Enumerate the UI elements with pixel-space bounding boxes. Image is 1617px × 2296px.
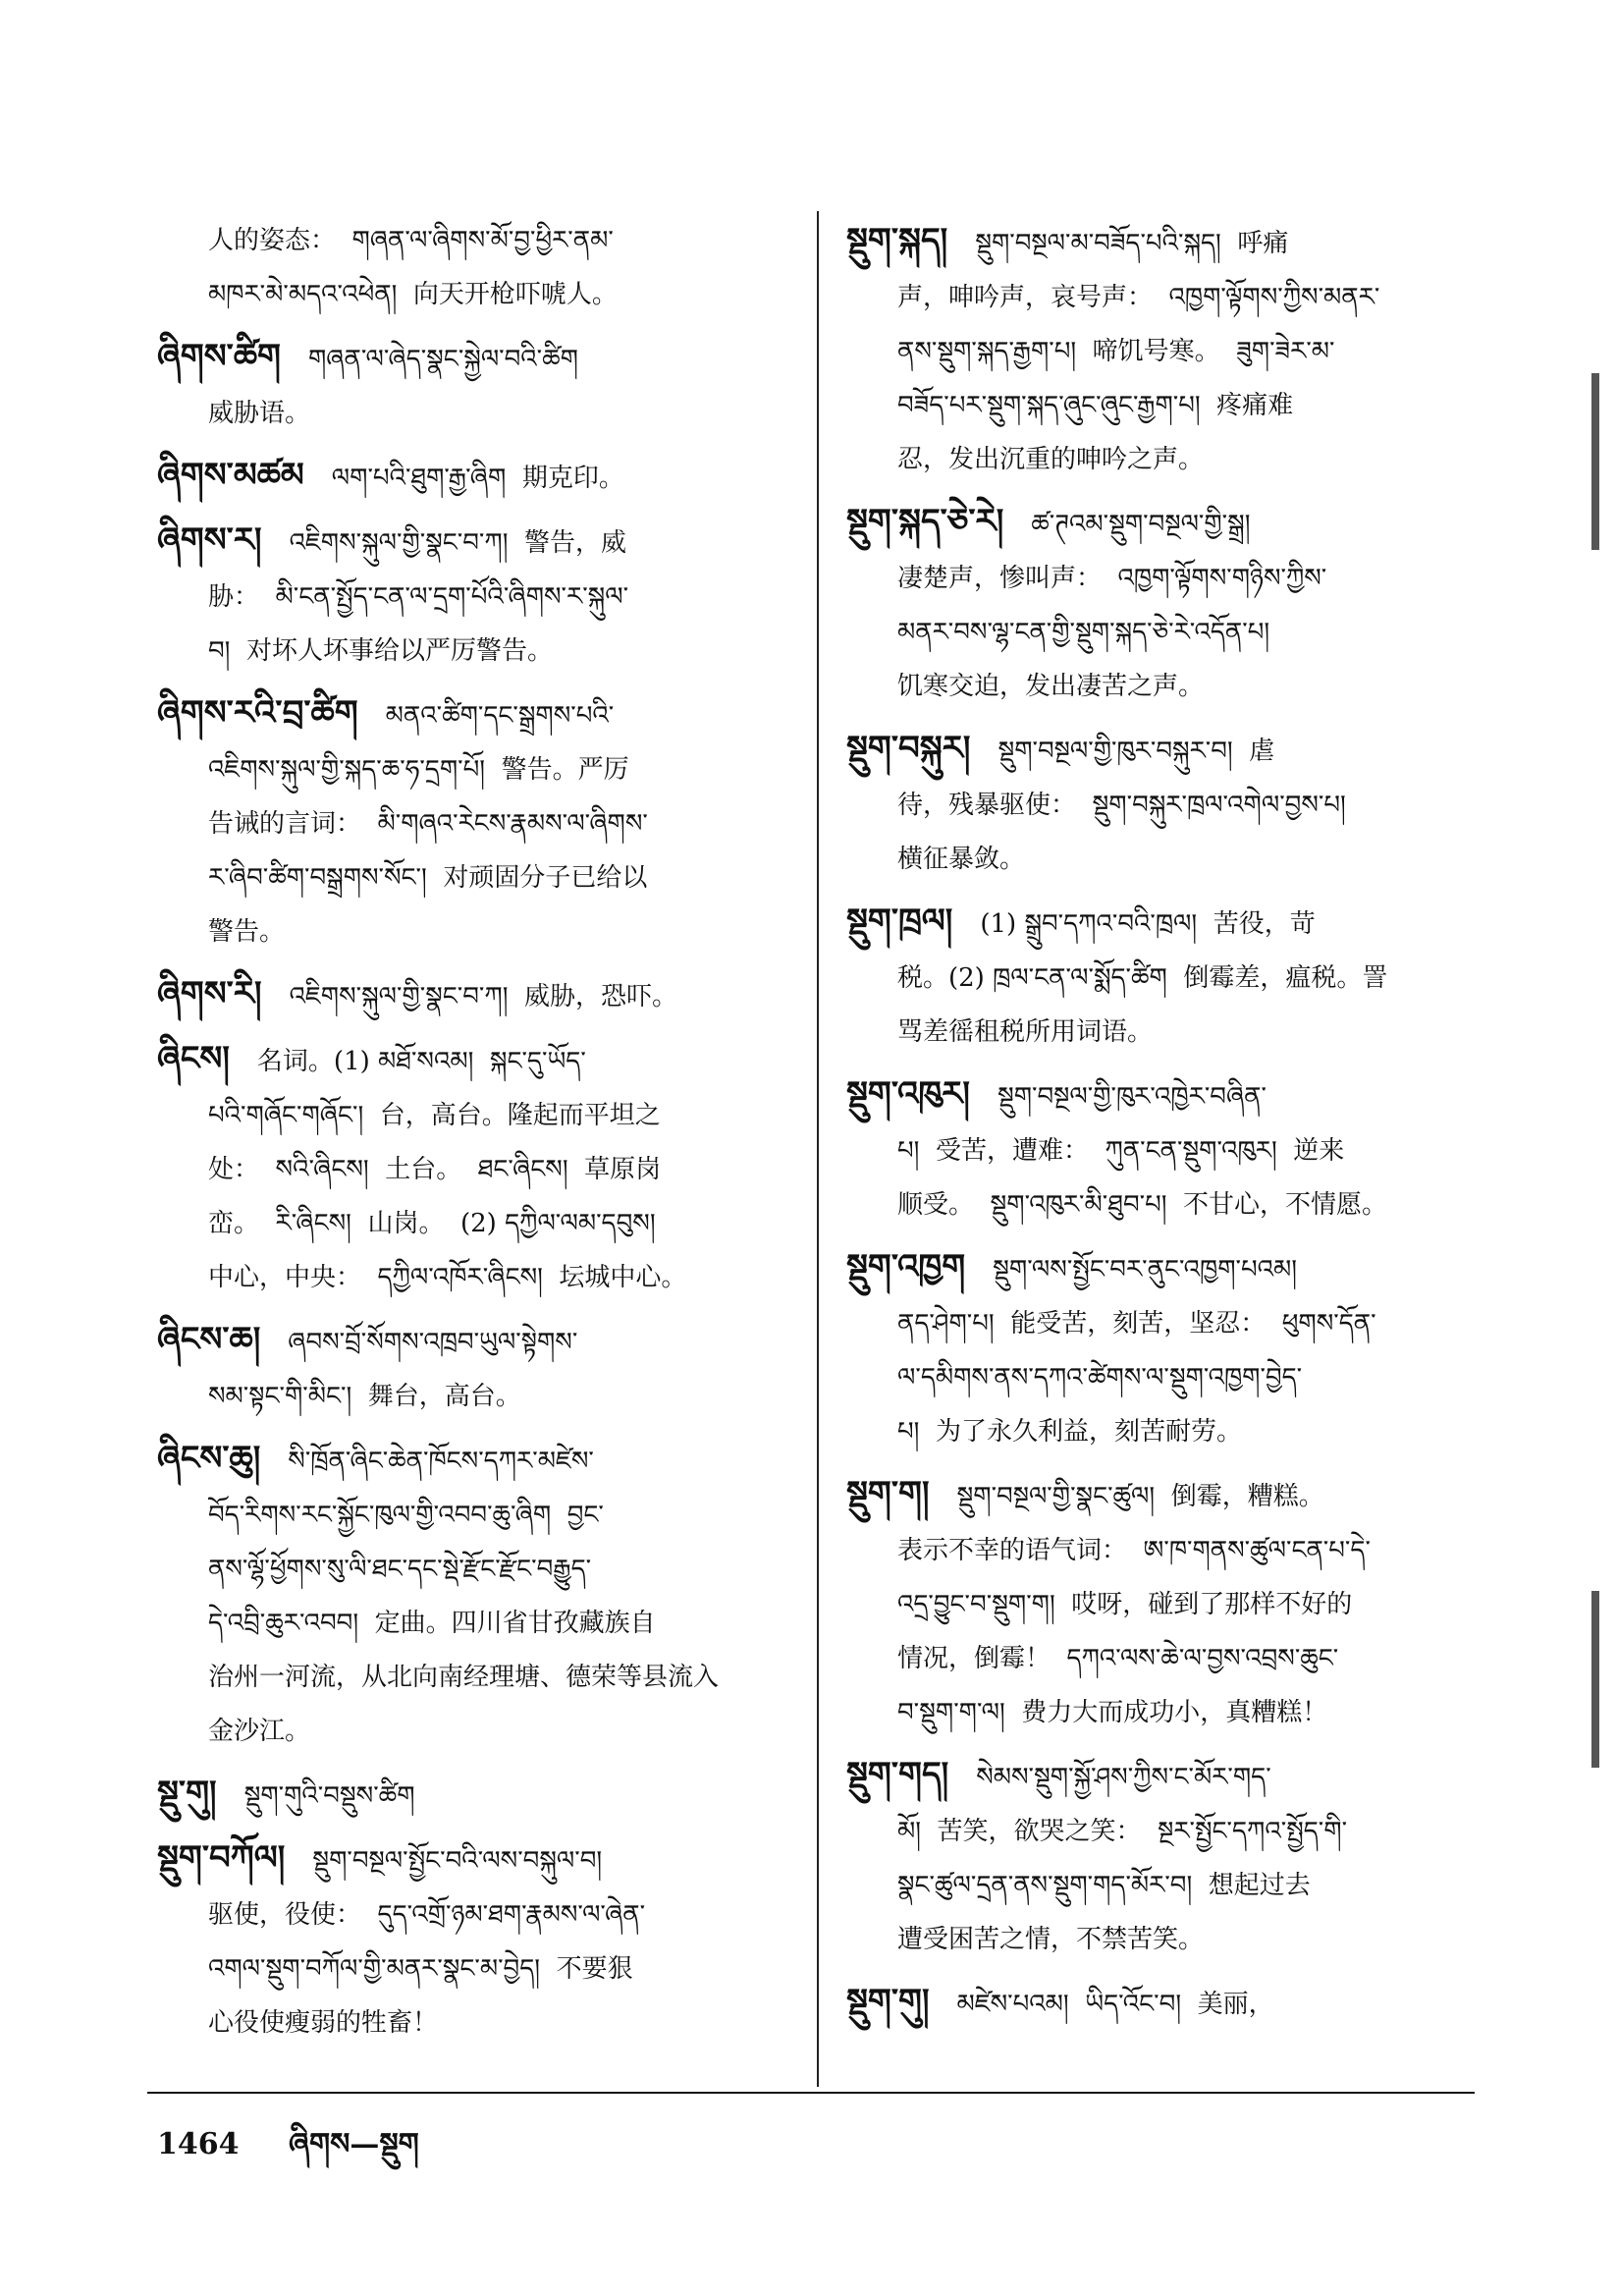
dictionary-entry — [846, 1748, 1465, 1967]
dictionary-entry — [157, 330, 776, 441]
footer-rule — [147, 2092, 1475, 2094]
entry-text-line: མཛེས་པའམ། ཡིད་འོང་བ། 美丽， — [956, 1990, 1274, 2019]
entry-headword: སྡུག་བཀོལ། — [157, 1838, 286, 1878]
entry-headword: སྡུག་ཁྲལ། — [846, 902, 953, 941]
scan-margin-mark — [1591, 373, 1599, 550]
entry-text-line: གཞན་ལ་ཞེད་སྣང་སྐྱེལ་བའི་ཚིག — [307, 345, 578, 374]
dictionary-entry — [846, 1067, 1465, 1232]
entry-text-line: སྡུག་བསྔལ་མ་བཟོད་པའི་སྐད། 呼痛 — [975, 229, 1289, 258]
dictionary-entry — [846, 1975, 1465, 2032]
entry-text-line: སྡུག་བསྔལ་གྱི་ཁུར་བསྐུར་བ། 虐 — [997, 737, 1275, 766]
entry-text-line: མཁར་མེ་མདའ་འཕེན། 向天开枪吓唬人。 — [208, 280, 618, 309]
dictionary-entry — [846, 495, 1465, 714]
right-column — [846, 214, 1465, 2040]
entry-text-line: ལག་པའི་ཐུག་རྒྱ་ཞིག 期克印。 — [331, 464, 624, 493]
entry-text-line: 遭受困苦之情，不禁苦笑。 — [897, 1925, 1205, 1954]
running-head: ཞིགས—སྡུག — [288, 2127, 419, 2161]
entry-headword: སྡུ་གུ། — [157, 1774, 217, 1813]
dictionary-entry — [157, 1831, 776, 2050]
entry-text-line: འཇིགས་སྐུལ་གྱི་སྣང་བ་ཀ། 警告，威 — [289, 528, 626, 558]
dictionary-entry — [157, 1032, 776, 1305]
entry-headword: ཞིངས་ཆུ། — [157, 1439, 261, 1478]
entry-headword: ཞིགས་རའི་བྲ་ཚིག — [157, 693, 358, 733]
page-footer — [157, 2111, 419, 2194]
entry-text-line: སི་ཁྲོན་ཞིང་ཆེན་ཁོངས་དཀར་མཛེས་ — [288, 1447, 594, 1476]
entry-text-line: བ། 对坏人坏事给以严厉警告。 — [208, 636, 553, 666]
entry-text-line: 威胁语。 — [208, 399, 311, 428]
dictionary-entry — [157, 1432, 776, 1759]
dictionary-entry — [846, 214, 1465, 487]
entry-text-line: ནས་སྡུག་སྐད་རྒྱག་པ། 啼饥号寒。 ཟུག་ཟེར་མ་ — [897, 337, 1335, 366]
entry-text-line: 驱使，役使： དུད་འགྲོ་ཉམ་ཐག་རྣམས་ལ་ཞེན་ — [208, 1900, 646, 1930]
entry-text-line: འཇིགས་སྐུལ་གྱི་སྣང་བ་ཀ། 威胁，恐吓。 — [289, 982, 677, 1011]
entry-headword: སྡུག་གུ། — [846, 1982, 930, 2021]
entry-text-line: 治州一河流，从北向南经理塘、德荣等县流入 — [208, 1663, 720, 1692]
entry-text-line: པའི་གཞོང་གཞོང་། 台，高台。隆起而平坦之 — [208, 1101, 661, 1130]
entry-text-line: 骂差徭租税所用词语。 — [897, 1017, 1154, 1047]
entry-text-line: བ་སྡུག་ག་ལ། 费力大而成功小，真糟糕！ — [897, 1698, 1328, 1727]
entry-text-line: མནར་བས་ལྷ་ངན་གྱི་སྡུག་སྐད་ཅེ་རེ་འདོན་པ། — [897, 618, 1270, 647]
entry-headword: སྡུག་སྐད། — [846, 221, 948, 260]
entry-text-line: སེམས་སྡུག་སྐྱོ་ཤས་ཀྱིས་ང་མོར་གད་ — [976, 1763, 1271, 1792]
dictionary-entry — [846, 1467, 1465, 1740]
entry-text-line: 饥寒交迫，发出凄苦之声。 — [897, 672, 1205, 701]
entry-text-line: མོ། 苦笑，欲哭之笑： སྔར་སྤྱོང་དཀའ་སྤྱོད་གི་ — [897, 1817, 1348, 1846]
scan-margin-mark — [1591, 1591, 1599, 1768]
entry-headword: སྡུག་བསྐུར། — [846, 729, 971, 768]
column-divider — [817, 211, 819, 2087]
entry-text-line: 待，残暴驱使： སྡུག་བསྐུར་ཁྲལ་འགེལ་བྱས་པ། — [897, 791, 1346, 820]
entry-text-line: 处： སའི་ཞིངས། 土台。 ཐང་ཞིངས། 草原岗 — [208, 1155, 662, 1184]
entry-text-line: 凄楚声，惨叫声： འཁྱག་ལྟོགས་གཉིས་ཀྱིས་ — [897, 564, 1327, 593]
entry-text-line: པ། 受苦，遭难： ཀུན་ངན་སྡུག་འཁུར། 逆来 — [897, 1136, 1345, 1166]
entry-text-line: སྡུག་བསྔལ་གྱི་ཁུར་འཁྱེར་བཞིན་ — [997, 1082, 1267, 1112]
entry-text-line: སྡུག་ལས་སྤྱོང་བར་ནུང་འཁྱག་པའམ། — [993, 1255, 1298, 1285]
dictionary-entry — [846, 1240, 1465, 1459]
entry-text-line: དེ་འབྲི་ཆུར་འབབ། 定曲。四川省甘孜藏族自 — [208, 1609, 656, 1638]
entry-text-line: 峦。 རི་ཞིངས། 山岗。 (2) དཀྱིལ་ལམ་དབུས། — [208, 1209, 656, 1238]
entry-headword: ཞིངས་ཆ། — [157, 1320, 261, 1359]
entry-text-line: སྡུག་གུའི་བསྡུས་ཚིག — [243, 1781, 415, 1811]
entry-text-line: 心役使瘦弱的牲畜！ — [208, 2008, 439, 2038]
dictionary-entry — [157, 1767, 776, 1824]
entry-text-line: མནའ་ཚིག་དང་སྒྲགས་པའི་ — [385, 701, 615, 731]
entry-headword: ཞིགས་རི། — [157, 974, 262, 1013]
entry-text-line: 胁： མི་ངན་སྤྱོད་ངན་ལ་དྲག་པོའི་ཞིགས་ར་སྐུལ་ — [208, 582, 629, 612]
dictionary-entry — [846, 895, 1465, 1060]
entry-text-line: བོད་རིགས་རང་སྐྱོང་ཁུལ་གྱི་འབབ་ཆུ་ཞིག བྱང་ — [208, 1501, 604, 1530]
dictionary-entry — [157, 449, 776, 506]
entry-text-line: 名词。(1) མཐོ་སའམ། སྐང་དུ་ཡོད་ — [256, 1047, 586, 1076]
entry-text-line: 忍，发出沉重的呻吟之声。 — [897, 445, 1205, 474]
entry-text-line: ཚ་ཊའམ་སྡུག་བསྔལ་གྱི་སྒྲ། — [1031, 510, 1251, 539]
entry-text-line: 人的姿态： གཞན་ལ་ཞིགས་མོ་བྱ་ཕྱིར་ནམ་ — [208, 226, 614, 255]
page-number: 1464 — [157, 2127, 240, 2161]
entry-headword: ཞིགས་མཚམ — [157, 456, 304, 495]
entry-text-line: སྣང་ཚུལ་དྲན་ནས་སྡུག་གད་མོར་བ། 想起过去 — [897, 1871, 1311, 1900]
entry-headword: སྡུག་འཁུར། — [846, 1074, 970, 1114]
dictionary-entry — [846, 722, 1465, 887]
entry-text-line: ལ་དམིགས་ནས་དཀའ་ཚེགས་ལ་སྡུག་འཁྱག་བྱེད་ — [897, 1363, 1303, 1393]
dictionary-entry — [157, 1313, 776, 1424]
entry-headword: ཞིངས། — [157, 1039, 230, 1078]
entry-text-line: 警告。 — [208, 917, 286, 947]
entry-text-line: 中心，中央： དཀྱིལ་འཁོར་ཞིངས། 坛城中心。 — [208, 1263, 687, 1292]
dictionary-entry — [157, 686, 776, 959]
dictionary-entry — [157, 967, 776, 1024]
entry-text-line: 告诫的言词： མི་གཞའ་རེངས་རྣམས་ལ་ཞིགས་ — [208, 809, 648, 839]
entry-text-line: བཟོད་པར་སྡུག་སྐད་ཞུང་ཞུང་རྒྱག་པ། 疼痛难 — [897, 391, 1294, 420]
entry-text-line: 顺受。 སྡུག་འཁུར་མི་ཐུབ་པ། 不甘心，不情愿。 — [897, 1190, 1388, 1220]
entry-text-line: འདྲ་བྱུང་བ་སྡུག་ག། 哎呀，碰到了那样不好的 — [897, 1590, 1353, 1619]
entry-headword: ཞིགས་ཚིག — [157, 337, 281, 376]
entry-headword: སྡུག་སྐད་ཅེ་རེ། — [846, 502, 1004, 541]
entry-text-line: (1) སྒྲུབ་དཀའ་བའི་ཁྲལ། 苦役，苛 — [980, 909, 1316, 939]
entry-text-line: ཞབས་བྲོ་སོགས་འཁྲབ་ཡུལ་སྟེགས་ — [288, 1328, 578, 1357]
entry-text-line: 声，呻吟声，哀号声： འཁྱག་ལྟོགས་ཀྱིས་མནར་ — [897, 283, 1380, 312]
entry-text-line: ནད་ཤེག་པ། 能受苦，刻苦，坚忍： ཕུགས་དོན་ — [897, 1309, 1376, 1339]
entry-text-line: པ། 为了永久利益，刻苦耐劳。 — [897, 1417, 1242, 1447]
entry-text-line: སྡུག་བསྔལ་སྤྱོང་བའི་ལས་བསྐུལ་བ། — [312, 1846, 603, 1876]
entry-text-line: འཇིགས་སྐུལ་གྱི་སྐད་ཆ་ཧ་དྲག་པོ། 警告。严厉 — [208, 755, 629, 785]
entry-text-line: 横征暴敛。 — [897, 845, 1026, 874]
entry-text-line: 税。(2) ཁྲལ་ངན་ལ་སྨོད་ཚིག 倒霉差，瘟税。詈 — [897, 963, 1388, 993]
left-column — [157, 214, 776, 2058]
entry-text-line: སམ་སྟང་གི་མིང་། 舞台，高台。 — [208, 1382, 521, 1411]
dictionary-entry — [157, 214, 776, 322]
entry-text-line: ནས་ལྷོ་ཕྱོགས་སུ་ལི་ཐང་དང་སྡེ་རྫོང་རྫོང་བརྒྱུད་ — [208, 1555, 592, 1584]
entry-headword: ཞིགས་ར། — [157, 520, 262, 560]
entry-text-line: ར་ཞིབ་ཚིག་བསྒྲགས་སོང་། 对顽固分子已给以 — [208, 863, 648, 893]
entry-text-line: 表示不幸的语气词： ཨ་ཁ་གནས་ཚུལ་ངན་པ་དེ་ — [897, 1536, 1371, 1565]
entry-text-line: སྡུག་བསྔལ་གྱི་སྣང་ཚུལ། 倒霉，糟糕。 — [956, 1482, 1324, 1511]
entry-headword: སྡུག་ག། — [846, 1474, 930, 1513]
dictionary-entry — [157, 514, 776, 679]
entry-headword: སྡུག་འཁྱག — [846, 1247, 966, 1286]
entry-text-line: 情况，倒霉！ དཀའ་ལས་ཆེ་ལ་བྱས་འབྲས་ཆུང་ — [897, 1644, 1339, 1673]
entry-text-line: 金沙江。 — [208, 1717, 311, 1746]
entry-text-line: འགལ་སྡུག་བཀོལ་གྱི་མནར་སྣང་མ་བྱེད། 不要狠 — [208, 1954, 633, 1984]
entry-headword: སྡུག་གད། — [846, 1755, 949, 1794]
